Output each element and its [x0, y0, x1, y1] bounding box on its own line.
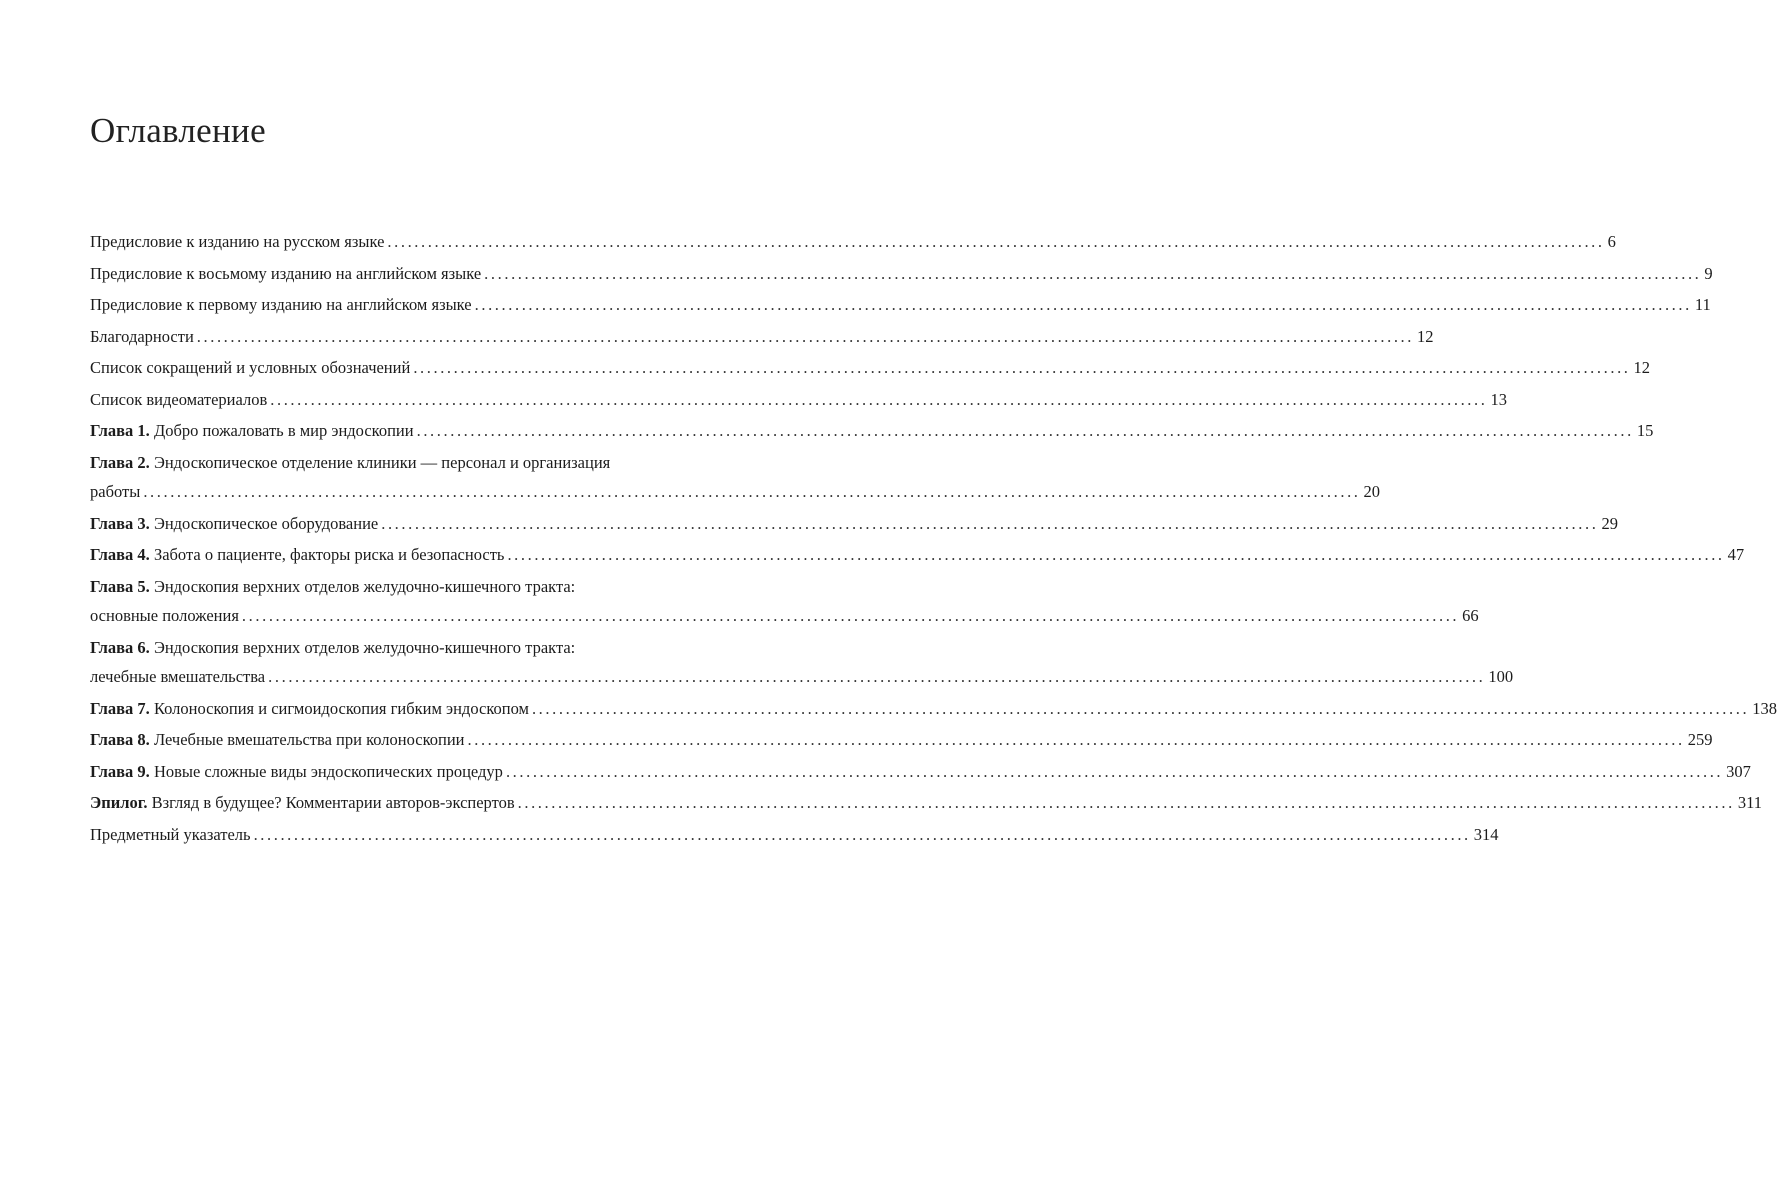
toc-title-text: Колоноскопия и сигмоидоскопия гибким эндоскопом — [153, 698, 529, 718]
toc-entry[interactable] — [90, 353, 1651, 383]
toc-page-number: 100 — [1488, 667, 1514, 686]
dot-leader: ..................................................................................................................................................................................... — [143, 482, 1361, 501]
toc-title-continuation: лечебные вмешательства — [90, 667, 266, 686]
toc-page-number: 311 — [1737, 793, 1762, 812]
toc-page-number: 314 — [1473, 824, 1499, 844]
toc-title-text: Взгляд в будущее? Комментарии авторов-экспертов — [151, 793, 515, 812]
dot-leader: ..................................................................................................................................................................................... — [268, 667, 1486, 686]
toc-page-number: 6 — [1607, 232, 1616, 251]
toc-title-continuation: работы — [90, 482, 141, 501]
toc-entry-title — [90, 820, 251, 850]
toc-title-text: Благодарности — [90, 326, 194, 346]
toc-entry-title — [90, 259, 481, 289]
toc-entry[interactable] — [90, 757, 1751, 787]
toc-chapter-number: Глава 7. — [90, 698, 150, 718]
toc-page-number: 12 — [1417, 326, 1434, 346]
toc-entry-title — [90, 416, 414, 446]
toc-entry-title — [90, 757, 503, 787]
toc-title-continuation: основные положения — [90, 606, 239, 625]
toc-entry-title — [90, 788, 515, 818]
toc-entry[interactable] — [90, 694, 1777, 724]
toc-title-text: Добро пожаловать в мир эндоскопии — [153, 421, 414, 440]
toc-entry-title — [90, 633, 575, 663]
toc-page-number: 15 — [1636, 421, 1654, 440]
page-title: Оглавление — [90, 111, 266, 150]
toc-title-text: Эндоскопия верхних отделов желудочно-кишечного тракта: — [153, 637, 576, 657]
toc-entry-title — [90, 385, 267, 415]
toc-chapter-number: Глава 3. — [90, 513, 150, 533]
toc-chapter-number: Глава 1. — [90, 421, 150, 440]
toc-page-number: 20 — [1363, 482, 1381, 501]
dot-leader: ..................................................................................................................................................................................... — [505, 761, 1724, 781]
toc-title-text: Новые сложные виды эндоскопических процедур — [153, 761, 503, 781]
toc-chapter-number: Эпилог. — [90, 793, 148, 812]
toc-chapter-number: Глава 8. — [90, 730, 150, 749]
dot-leader: ..................................................................................................................................................................................... — [474, 295, 1692, 314]
dot-leader: ..................................................................................................................................................................................... — [241, 606, 1460, 625]
toc-entry[interactable] — [90, 227, 1616, 257]
toc-title-text: Предисловие к изданию на русском языке — [90, 232, 385, 251]
toc-title-text: Эндоскопическое отделение клиники — персонал и организация — [153, 452, 611, 472]
toc-entry[interactable] — [90, 572, 1479, 631]
dot-leader: ..................................................................................................................................................................................... — [387, 232, 1605, 251]
toc-entry[interactable] — [90, 259, 1713, 289]
dot-leader: ..................................................................................................................................................................................... — [531, 698, 1750, 718]
toc-entry-title — [90, 725, 465, 755]
toc-entry-title — [90, 509, 378, 539]
toc-page-number: 13 — [1490, 389, 1507, 409]
dot-leader: ..................................................................................................................................................................................... — [413, 358, 1631, 377]
dot-leader: ..................................................................................................................................................................................... — [517, 793, 1735, 812]
toc-entry[interactable] — [90, 725, 1713, 755]
toc-title-text: Список видеоматериалов — [90, 389, 268, 409]
toc-chapter-number: Глава 5. — [90, 576, 150, 596]
table-of-contents — [90, 227, 1777, 851]
toc-entry[interactable] — [90, 540, 1745, 570]
dot-leader: ..................................................................................................................................................................................... — [270, 389, 1488, 409]
dot-leader: ..................................................................................................................................................................................... — [484, 263, 1702, 283]
toc-chapter-number: Глава 6. — [90, 637, 150, 657]
toc-title-text: Предисловие к восьмому изданию на английском языке — [90, 263, 482, 283]
toc-entry[interactable] — [90, 322, 1434, 352]
toc-entry[interactable] — [90, 385, 1507, 415]
toc-chapter-number: Глава 4. — [90, 545, 150, 564]
toc-entry[interactable] — [90, 290, 1711, 320]
toc-title-text: Эндоскопия верхних отделов желудочно-кишечного тракта: — [153, 576, 576, 596]
dot-leader: ..................................................................................................................................................................................... — [381, 513, 1599, 533]
dot-leader: ..................................................................................................................................................................................... — [196, 326, 1415, 346]
toc-page-number: 66 — [1462, 606, 1479, 625]
toc-page-number: 259 — [1687, 730, 1713, 749]
toc-chapter-number: Глава 9. — [90, 761, 150, 781]
toc-chapter-number: Глава 2. — [90, 452, 150, 472]
toc-title-text: Предметный указатель — [90, 824, 251, 844]
toc-entry-title — [90, 694, 529, 724]
toc-page-number: 11 — [1694, 295, 1711, 314]
entry-spacer — [90, 849, 718, 851]
toc-page-number: 12 — [1633, 358, 1651, 377]
toc-entry-title — [90, 572, 575, 602]
toc-page-number: 9 — [1704, 263, 1713, 283]
toc-entry[interactable] — [90, 416, 1654, 446]
toc-title-text: Лечебные вмешательства при колоноскопии — [153, 730, 465, 749]
toc-entry[interactable] — [90, 509, 1618, 539]
toc-title-text: Эндоскопическое оборудование — [153, 513, 379, 533]
toc-entry-title — [90, 322, 194, 352]
dot-leader: ..................................................................................................................................................................................... — [253, 824, 1471, 844]
toc-entry[interactable] — [90, 820, 1499, 850]
toc-page-number: 29 — [1601, 513, 1618, 533]
toc-entry-title — [90, 353, 410, 383]
toc-entry-title — [90, 227, 384, 257]
toc-entry[interactable] — [90, 788, 1762, 818]
dot-leader: ..................................................................................................................................................................................... — [507, 545, 1725, 564]
toc-title-text: Забота о пациенте, факторы риска и безопасность — [153, 545, 505, 564]
toc-entry[interactable] — [90, 448, 1381, 507]
toc-title-text: Предисловие к первому изданию на английском языке — [90, 295, 472, 314]
toc-page-number: 307 — [1726, 761, 1751, 781]
dot-leader: ..................................................................................................................................................................................... — [416, 421, 1634, 440]
toc-entry-title — [90, 448, 610, 478]
toc-entry[interactable] — [90, 633, 1514, 692]
toc-title-text: Список сокращений и условных обозначений — [90, 358, 411, 377]
toc-entry-title — [90, 290, 472, 320]
toc-page-number: 47 — [1727, 545, 1745, 564]
toc-entry-title — [90, 540, 504, 570]
dot-leader: ..................................................................................................................................................................................... — [467, 730, 1685, 749]
toc-page-number: 138 — [1752, 698, 1777, 718]
